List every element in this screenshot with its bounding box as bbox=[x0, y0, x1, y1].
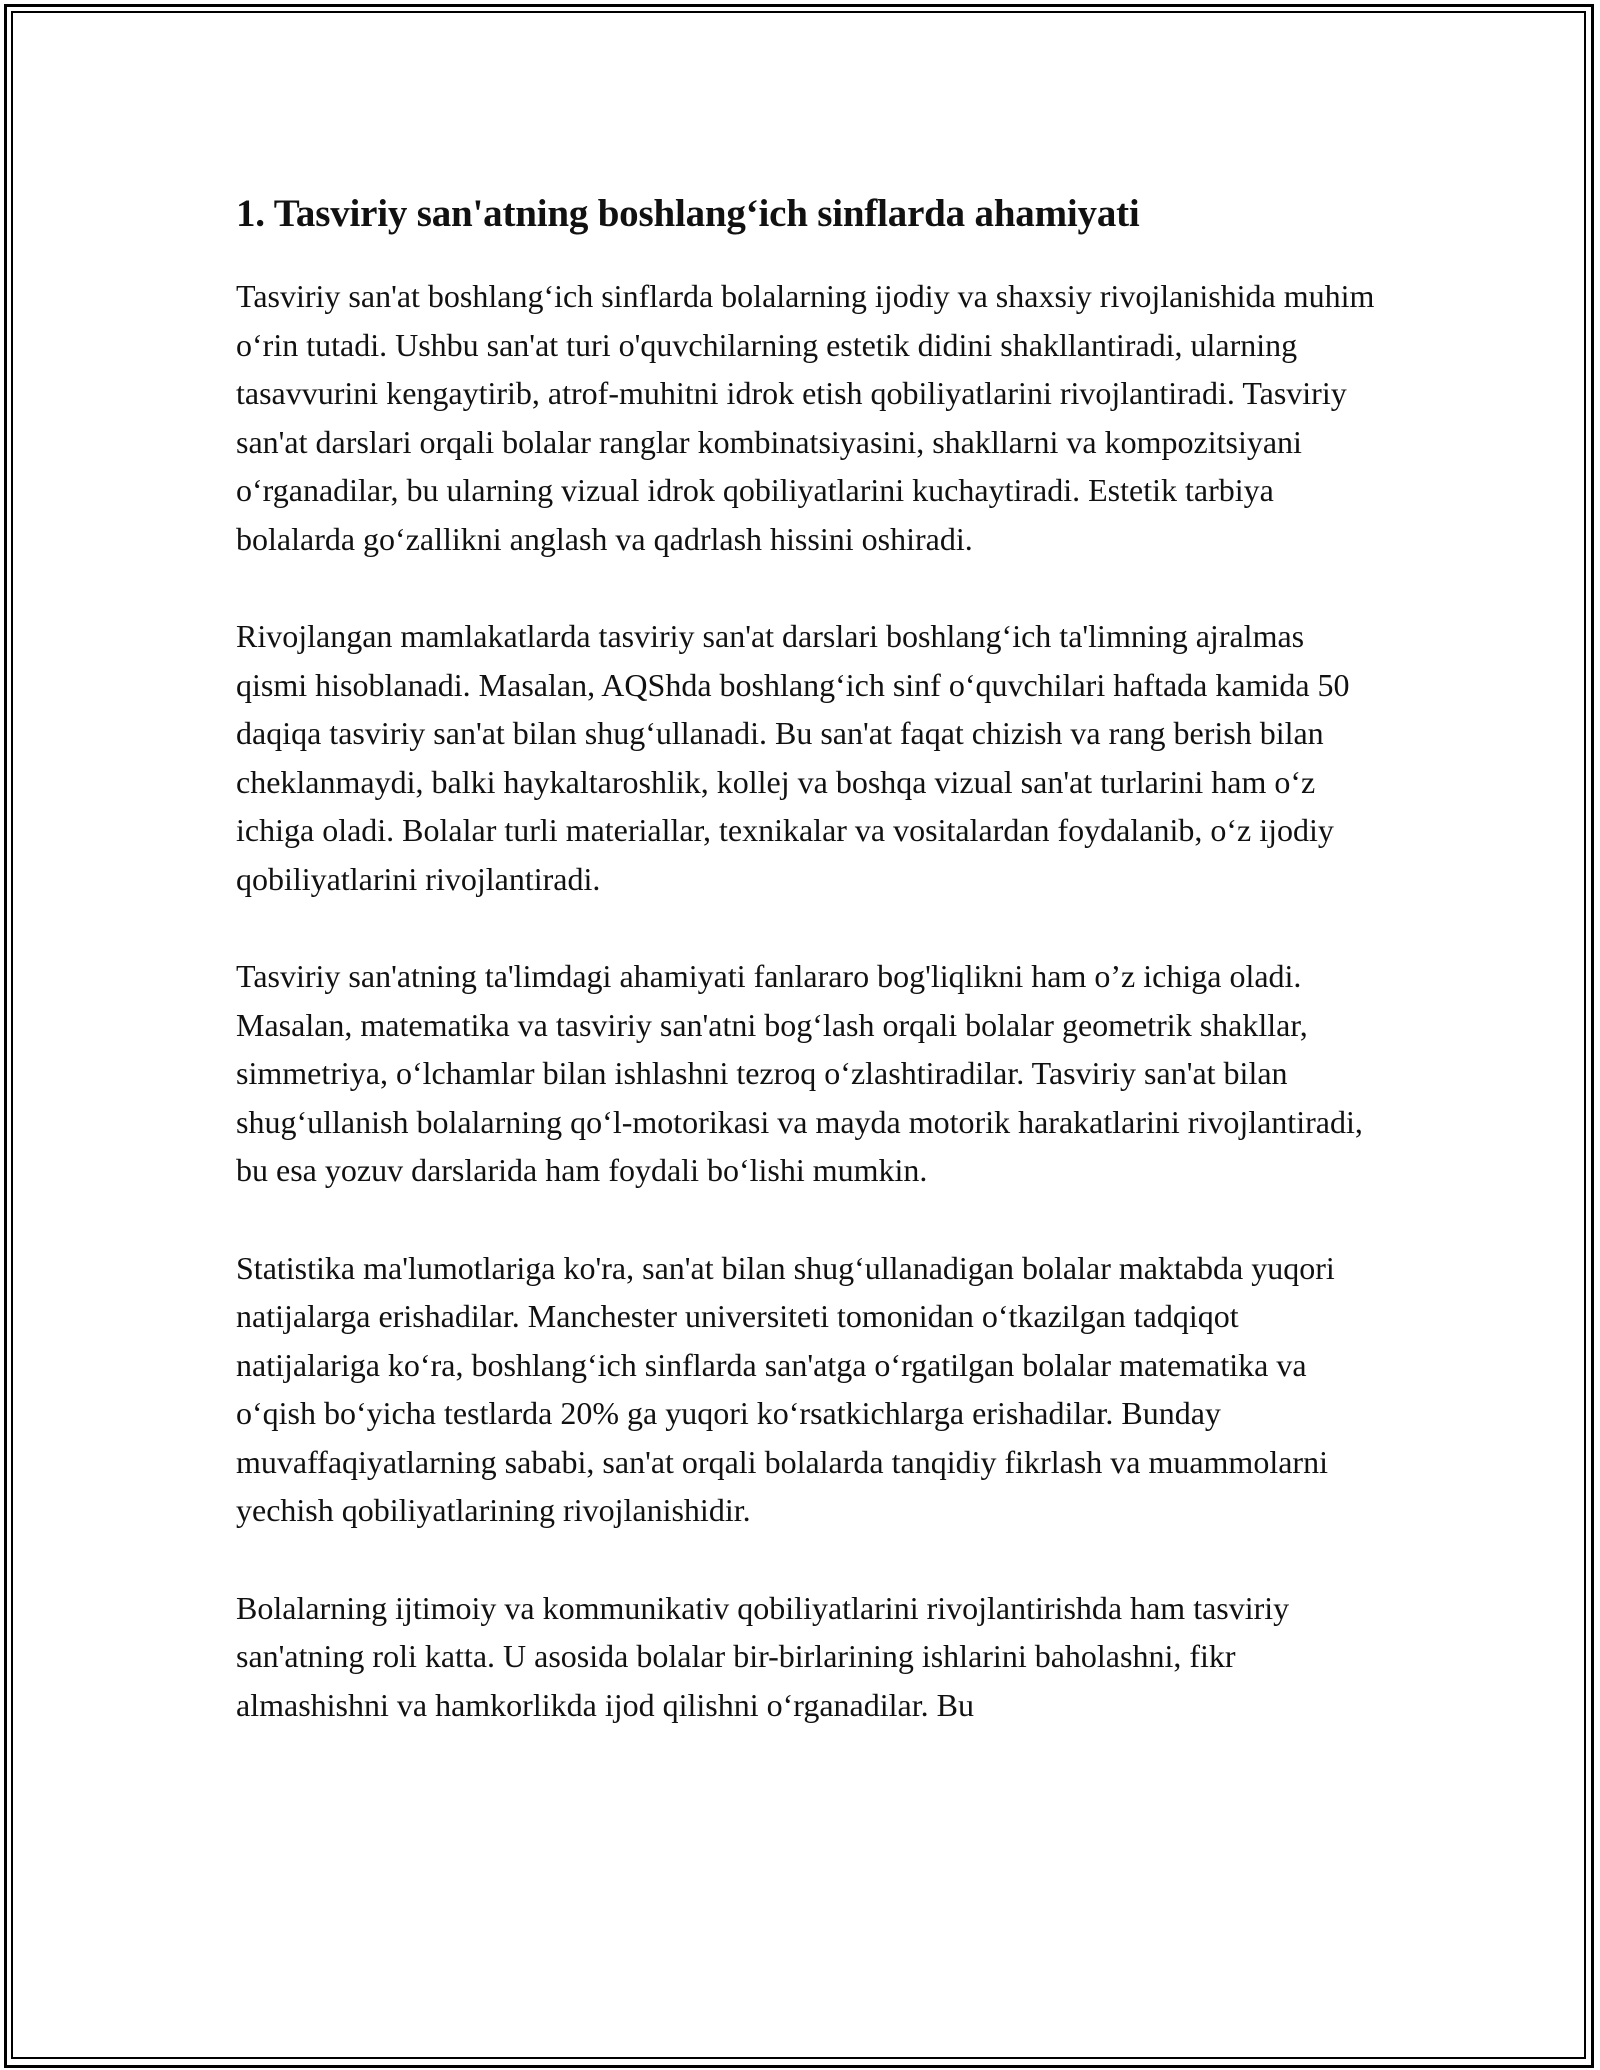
paragraph-1: Tasviriy san'at boshlang‘ich sinflarda bolalarning ijodiy va shaxsiy rivojlanishida muhim o‘rin tutadi. Ushbu san'at turi o'quvchilarning estetik didini shakllantiradi, ularning tasavvurini kengaytirib, atrof-muhitni idrok etish qobiliyatlarini rivojlantiradi. Tasviriy san'at darslari orqali bolalar ranglar kombinatsiyasini, shakllarni va kompozitsiyani o‘rganadilar, bu ularning vizual idrok qobiliyatlarini kuchaytiradi. Estetik tarbiya bolalarda go‘zallikni anglash va qadrlash hissini oshiradi. bbox=[236, 278, 1375, 557]
paragraph-4: Statistika ma'lumotlariga ko'ra, san'at bilan shug‘ullanadigan bolalar maktabda yuqori natijalarga erishadilar. Manchester universiteti tomonidan o‘tkazilgan tadqiqot natijalariga ko‘ra, boshlang‘ich sinflarda san'atga o‘rgatilgan bolalar matematika va o‘qish bo‘yicha testlarda 20% ga yuqori ko‘rsatkichlarga erishadilar. Bunday muvaffaqiyatlarning sababi, san'at orqali bolalarda tanqidiy fikrlash va muammolarni yechish qobiliyatlarining rivojlanishidir. bbox=[236, 1249, 1335, 1528]
document-page bbox=[236, 186, 1376, 1778]
paragraph-5: Bolalarning ijtimoiy va kommunikativ qobiliyatlarini rivojlantirishda ham tasviriy san'atning roli katta. U asosida bolalar bir-birlarining ishlarini baholashni, fikr almashishni va hamkorlikda ijod qilishni o‘rganadilar. Bu bbox=[236, 1589, 1290, 1723]
section-heading: 1. Tasviriy san'atning boshlang‘ich sinflarda ahamiyati bbox=[236, 192, 1140, 235]
paragraph-2: Rivojlangan mamlakatlarda tasviriy san'at darslari boshlang‘ich ta'limning ajralmas qismi hisoblanadi. Masalan, AQShda boshlang‘ich sinf o‘quvchilari haftada kamida 50 daqiqa tasviriy san'at bilan shug‘ullanadi. Bu san'at faqat chizish va rang berish bilan cheklanmaydi, balki haykaltaroshlik, kollej va boshqa vizual san'at turlarini ham o‘z ichiga oladi. Bolalar turli materiallar, texnikalar va vositalardan foydalanib, o‘z ijodiy qobiliyatlarini rivojlantiradi. bbox=[236, 618, 1350, 897]
paragraph-3: Tasviriy san'atning ta'limdagi ahamiyati fanlararo bog'liqlikni ham o’z ichiga oladi. Masalan, matematika va tasviriy san'atni bog‘lash orqali bolalar geometrik shakllar, simmetriya, o‘lchamlar bilan ishlashni tezroq o‘zlashtiradilar. Tasviriy san'at bilan shug‘ullanish bolalarning qo‘l-motorikasi va mayda motorik harakatlarini rivojlantiradi, bu esa yozuv darslarida ham foydali bo‘lishi mumkin. bbox=[236, 958, 1363, 1188]
